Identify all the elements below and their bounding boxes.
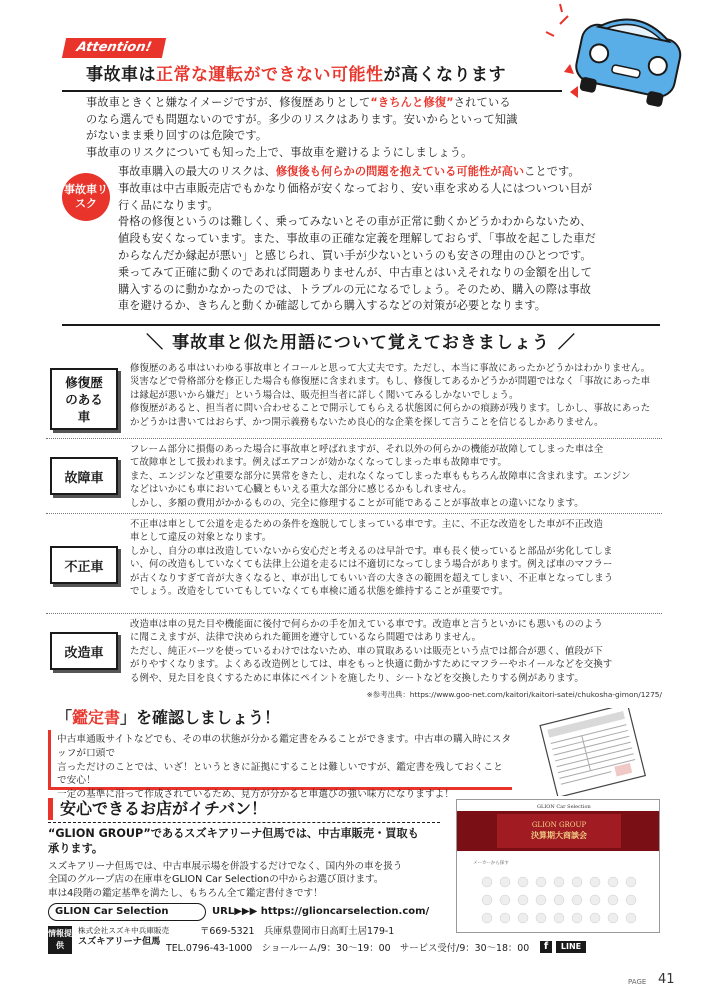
risk-line: 事故車購入の最大のリスクは、修復後も何らかの問題を抱えている可能性が高いことです。	[118, 165, 580, 178]
headline-part3: が高くなります	[383, 65, 506, 85]
website-maker-logo-grid	[482, 877, 636, 923]
risk-line: 事故車は中古車販売店でもかなり価格が安くなっており、安い車を求める人にはついつい目が	[118, 181, 593, 195]
term-label: 改造車	[50, 632, 118, 670]
facebook-icon[interactable]: f	[540, 941, 552, 953]
term-label: 故障車	[50, 457, 118, 495]
line-icon[interactable]: LINE	[556, 941, 586, 953]
site-name-chip[interactable]: GLION Car Selection	[48, 903, 206, 921]
company-name: 株式会社スズキ中兵庫販売 スズキアリーナ但馬	[78, 926, 170, 947]
source-citation: ※参考出典：https://www.goo-net.com/kaitori/kaitori-satei/chukosha-gimon/1275/	[366, 690, 662, 699]
risk-line: 購入するのに動かなかったのでは、トラブルの元になるでしょう。そのため、購入の際は事故	[118, 282, 592, 296]
risk-paragraph	[118, 164, 654, 315]
intro-line: 事故車のリスクについても知った上で、事故車を避けるようにしましょう。	[86, 145, 473, 159]
intro-paragraph	[86, 95, 556, 161]
intro-line: のなら選んでも問題ないのですが。多少のリスクはあります。安いからといって知識	[86, 112, 518, 126]
shop-accent-bar	[48, 798, 53, 820]
slash-decoration-right: ／	[557, 333, 576, 353]
shop-title: 安心できるお店がイチバン！	[60, 799, 268, 818]
company-hours: TEL.0796-43-1000 ショールーム/9：30～19：00 サービス受付/9：30～18：00	[166, 943, 530, 954]
risk-line: からなんだか縁起が悪い」と感じられ、買い手が少ないというのも安さの理由のひとつです。	[118, 248, 592, 262]
term-divider	[46, 513, 662, 514]
intro-line: がないまま乗り回すのは危険です。	[86, 129, 268, 142]
site-url-link[interactable]: URL▶▶▶ https://glioncarselection.com/	[212, 906, 430, 917]
page-number: 41	[658, 972, 675, 987]
url-bar	[48, 903, 450, 921]
section2-title: ＼ 事故車と似た用語について覚えておきましょう ／	[146, 333, 576, 353]
shop-title-rule	[48, 822, 440, 823]
risk-badge: 事故車リスク	[62, 173, 110, 221]
term-label: 不正車	[50, 546, 118, 584]
website-screenshot-graphic	[457, 800, 660, 933]
headline	[86, 62, 546, 88]
page-label: PAGE	[628, 978, 647, 986]
risk-line: 車を避けるか、きちんと動くか確認してから購入するなどの対策が必要となります。	[118, 299, 547, 313]
headline-rule	[62, 90, 562, 92]
term-divider	[46, 613, 662, 614]
website-banner-line1: GLION GROUP	[531, 821, 587, 829]
company-address: 〒669-5321 兵庫県豊岡市日高町土居179-1	[200, 926, 395, 937]
website-brand: GLION Car Selection	[537, 804, 591, 810]
headline-part1: 事故車は	[86, 65, 156, 85]
risk-line: 行く品になります。	[118, 198, 219, 212]
term-row-modified-car	[46, 618, 662, 688]
appraisal-title: 「鑑定書」を確認しましょう！	[56, 708, 281, 727]
appraisal-box: 中古車通販サイトなどでも、その車の状態が分かる鑑定書をみることができます。中古車の購入時にスタッフが口頭で 言っただけのことでは、いざ！というときに証拠にすることは難しいですが、鑑定書を残しておくことで安心！ 一定の基準に沿って作成されているため、見方が分かると車選びの強い味方になりますよ！	[48, 730, 512, 790]
attention-badge: Attention!	[62, 38, 166, 58]
website-section-label: メーカーから探す	[473, 861, 509, 866]
risk-line: 骨格の修復というのは難しく、乗ってみないとその車が正常に動くかどうかわからないため、	[118, 215, 592, 229]
term-description: 修復歴のある車はいわゆる事故車とイコールと思って大丈夫です。ただし、本当に事故にあったかどうかはわかりません。 災害などで骨格部分を修正した場合も修復歴に含まれます。もし、修復してあるかどうかが問題ではなく「事故にあった車 は縁起が悪いから嫌だ」という場合は、販売担当者に詳しく聞いてみるしかないでしょう。 修復歴があると、担当者に問い合わせることで開示してもらえる状態図に何らかの痕跡が残ります。しかし、事故にあった かどうかは書いてはおらず、かつ開示義務もないため良心的な企業を探して言うことを信じるしかありません。	[130, 363, 651, 428]
risk-line: 値段も安くなっています。また、事故車の正確な定義を理解しておらず、「事故を起こした車だ	[118, 232, 596, 246]
appraisal-document-illustration	[526, 708, 656, 796]
term-row-repair-history	[46, 362, 662, 436]
car-illustration	[540, 2, 698, 114]
term-description: 不正車は車として公道を走るための条件を逸脱してしまっている車です。主に、不正な改造をした車が不正改造 車として違反の対象となります。 しかし、自分の車は改造していないから安心だと考えるのは早計です。車も長く使っていると部品が劣化してしま い、何の改造もしていなくても法律上公道を走るには不適切になってしまう場合があります。例えば車のマフラー が古くなりすぎて音が大きくなると、車が出してもいい音の大きさの範囲を超えてしまい、不正車となってしまう でしょう。改造をしていてもしていなくても車検に通る状態を維持することが重要です。	[130, 519, 614, 598]
risk-rule	[62, 324, 660, 326]
risk-line: 乗ってみて正確に動くのであれば問題ありませんが、中古車とはいえそれなりの金額を出して	[118, 265, 593, 279]
term-row-illegal-car	[46, 518, 662, 608]
term-divider	[46, 438, 662, 439]
intro-line: 事故車ときくと嫌なイメージですが、修復歴ありとして“きちんと修復”されている	[86, 96, 511, 109]
term-row-broken-car	[46, 443, 662, 513]
term-label: 修復歴のある車	[50, 368, 118, 430]
slash-decoration-left: ＼	[146, 333, 165, 353]
term-description: 改造車は車の見た目や機能面に後付で何らかの手を加えている車です。改造車と言うといかにも悪いもののよう に聞こえますが、法律で決められた範囲を遵守しているなら問題ではありません。 ただし、純正パーツを使っているわけではないため、車の買取あるいは販売という点では都合が悪く、値段が下 がりやすくなります。よくある改造例としては、車をもっと快適に動かすためにマフラーやホイールなどを交換す る例や、見た目を良くするために車体にペイントを施したり、シートなどを交換したりする例があります。	[130, 619, 613, 684]
shop-body: スズキアリーナ但馬では、中古車展示場を併設するだけでなく、国内外の車を扱う 全国のグループ店の在庫車をGLION Car Selectionの中からお選び頂けます。 車は4段階の鑑定基準を満たし、もちろん全て鑑定書付きです！	[48, 861, 403, 899]
info-provider-badge: 情報提供	[48, 926, 72, 954]
website-banner-line2: 決算期大商談会	[531, 830, 587, 840]
website-screenshot	[456, 799, 660, 933]
headline-part2: 正常な運転ができない可能性	[156, 65, 384, 85]
term-description: フレーム部分に損傷のあった場合に事故車と呼ばれますが、それ以外の何らかの機能が故障してしまった車は全 て故障車として扱われます。例えばエアコンが効かなくなってしまった車も故障車です。 また、エンジンなど重要な部分に異常をきたし、走れなくなってしまった車ももちろん故障車に含まれます。エンジン などはいかにも車において心臓ともいえる重大な部分に感じるかもしれません。 しかし、多額の費用がかかるものの、完全に修理することが可能であることが事故車との違いになります。	[130, 444, 631, 509]
shop-lead: “GLION GROUP”であるスズキアリーナ但馬では、中古車販売・買取も 承ります。	[48, 827, 419, 855]
